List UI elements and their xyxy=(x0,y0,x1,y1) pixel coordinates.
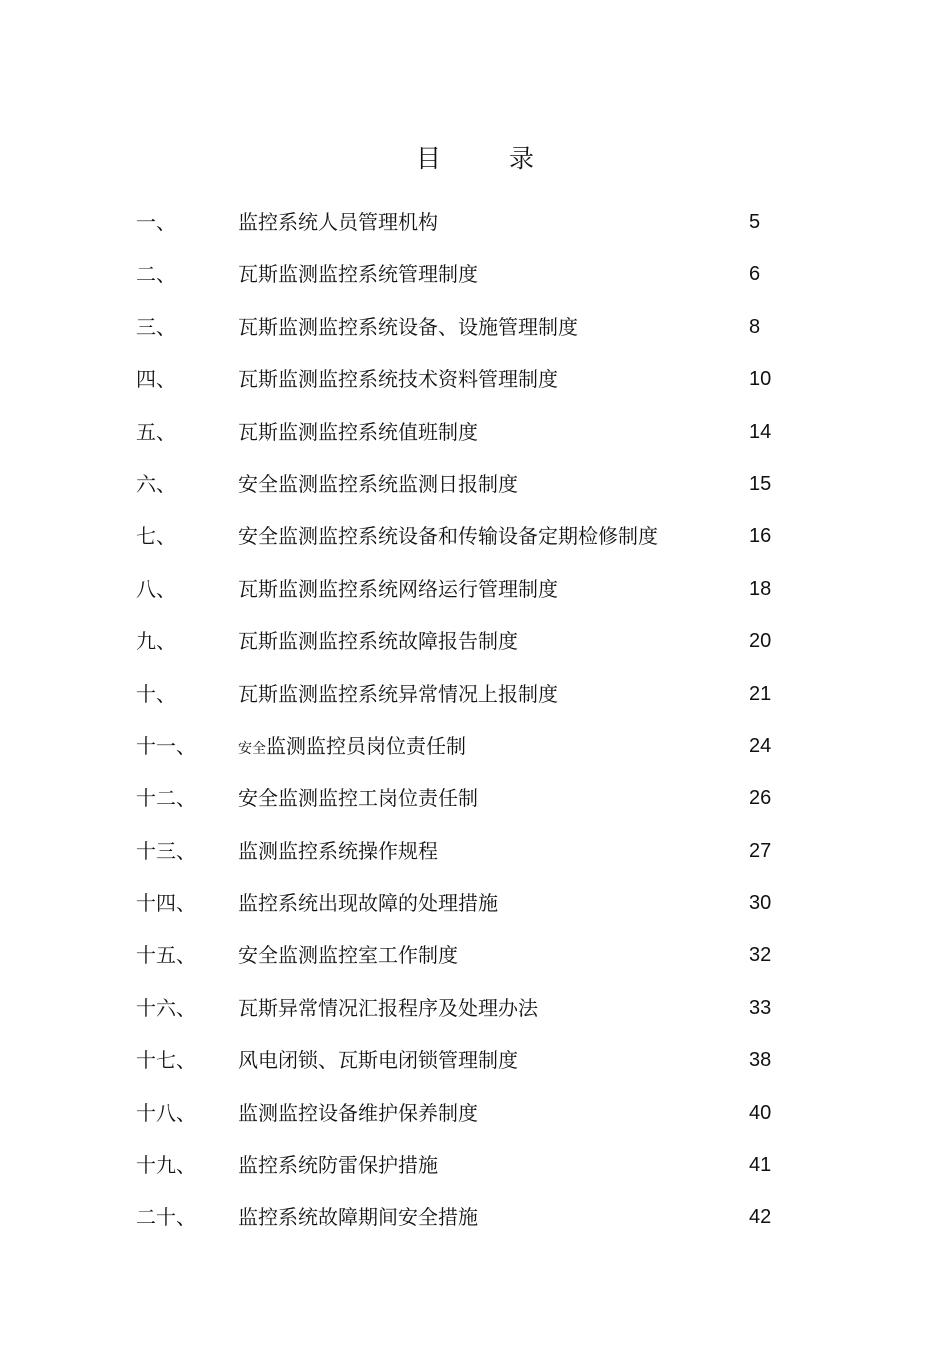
toc-entry-number: 十二、 xyxy=(136,786,196,811)
toc-entry-title: 瓦斯异常情况汇报程序及处理办法 xyxy=(238,995,538,1020)
toc-entry-number: 七、 xyxy=(136,524,176,549)
toc-entry-page: 15 xyxy=(749,472,772,495)
toc-entry[interactable] xyxy=(0,727,950,779)
page-title: 目 录 xyxy=(416,144,564,173)
toc-entry-title: 安全监测监控系统设备和传输设备定期检修制度 xyxy=(238,524,658,549)
toc-entry[interactable] xyxy=(0,936,950,988)
toc-entry-number: 十三、 xyxy=(136,838,196,863)
toc-entry-page: 5 xyxy=(749,211,761,233)
toc-entry[interactable] xyxy=(0,203,950,255)
toc-entry-number: 三、 xyxy=(136,314,176,339)
toc-entry-title: 安全监测监控工岗位责任制 xyxy=(238,786,478,811)
toc-entry[interactable] xyxy=(0,832,950,884)
toc-entry-number: 十八、 xyxy=(136,1100,196,1125)
toc-entry-number: 八、 xyxy=(136,576,176,601)
toc-entry-title xyxy=(238,727,466,768)
toc-entry-page: 32 xyxy=(749,944,772,967)
toc-entry-page: 24 xyxy=(749,734,772,757)
toc-entry-page: 21 xyxy=(749,682,772,705)
toc-entry-number: 一、 xyxy=(136,210,176,234)
toc-entry-page: 16 xyxy=(749,525,772,548)
toc-entry-number: 二、 xyxy=(136,262,176,287)
toc-entry-title-main: 监测监控员岗位责任制 xyxy=(266,733,466,758)
toc-entry[interactable] xyxy=(0,622,950,674)
toc-entry-number: 十九、 xyxy=(136,1153,196,1178)
toc-entry-number: 九、 xyxy=(136,629,176,654)
toc-entry-number: 十、 xyxy=(136,681,176,706)
toc-entry-page: 30 xyxy=(749,892,772,915)
toc-entry-number: 六、 xyxy=(136,471,176,496)
toc-entry[interactable] xyxy=(0,1094,950,1146)
toc-entry-number: 四、 xyxy=(136,367,176,392)
toc-entry[interactable] xyxy=(0,1041,950,1093)
toc-entry-page: 14 xyxy=(749,420,772,443)
toc-entry[interactable] xyxy=(0,1198,950,1250)
toc-entry-number: 五、 xyxy=(136,419,176,444)
toc-entry-page: 26 xyxy=(749,787,772,810)
toc-entry-title: 瓦斯监测监控系统值班制度 xyxy=(238,419,478,444)
toc-entry[interactable] xyxy=(0,255,950,307)
toc-entry-page: 10 xyxy=(749,368,772,391)
toc-entry[interactable] xyxy=(0,413,950,465)
toc-entry-page: 33 xyxy=(749,996,772,1019)
toc-entry-title: 监控系统出现故障的处理措施 xyxy=(238,891,498,916)
toc-entry[interactable] xyxy=(0,1146,950,1198)
toc-entry-title: 监控系统防雷保护措施 xyxy=(238,1153,438,1178)
toc-entry[interactable] xyxy=(0,989,950,1041)
toc-entry-title: 瓦斯监测监控系统技术资料管理制度 xyxy=(238,367,558,392)
toc-entry-number: 二十、 xyxy=(136,1205,196,1230)
toc-entry[interactable] xyxy=(0,517,950,569)
toc-entry[interactable] xyxy=(0,308,950,360)
toc-entry-title: 瓦斯监测监控系统异常情况上报制度 xyxy=(238,681,558,706)
toc-entry[interactable] xyxy=(0,675,950,727)
toc-entry-title: 安全监测监控系统监测日报制度 xyxy=(238,471,518,496)
toc-entry-title: 监控系统故障期间安全措施 xyxy=(238,1205,478,1230)
toc-entry-title: 瓦斯监测监控系统管理制度 xyxy=(238,262,478,287)
toc-entry[interactable] xyxy=(0,465,950,517)
toc-entry[interactable] xyxy=(0,360,950,412)
toc-entry-title: 瓦斯监测监控系统网络运行管理制度 xyxy=(238,576,558,601)
toc-entry[interactable] xyxy=(0,779,950,831)
toc-entry-page: 8 xyxy=(749,315,761,338)
toc-entry-page: 38 xyxy=(749,1049,772,1072)
toc-entry-page: 27 xyxy=(749,839,772,862)
toc-entry-page: 18 xyxy=(749,577,772,600)
toc-entry-title: 瓦斯监测监控系统故障报告制度 xyxy=(238,629,518,654)
toc-entry-title: 监测监控系统操作规程 xyxy=(238,838,438,863)
toc-entry[interactable] xyxy=(0,570,950,622)
toc-entry-title: 瓦斯监测监控系统设备、设施管理制度 xyxy=(238,314,578,339)
toc-entry-page: 42 xyxy=(749,1206,772,1229)
toc-entry-number: 十五、 xyxy=(136,943,196,968)
toc-entry-title-prefix: 安全 xyxy=(238,740,266,757)
toc-entry-title: 监测监控设备维护保养制度 xyxy=(238,1100,478,1125)
toc-entry-number: 十七、 xyxy=(136,1048,196,1073)
toc-entry-page: 6 xyxy=(749,263,761,286)
toc-entry-number: 十一、 xyxy=(136,733,196,758)
toc-entry-title: 监控系统人员管理机构 xyxy=(238,210,438,234)
toc-entry-title: 安全监测监控室工作制度 xyxy=(238,943,458,968)
toc-entry-title: 风电闭锁、瓦斯电闭锁管理制度 xyxy=(238,1048,518,1073)
toc-entry-page: 41 xyxy=(749,1154,772,1177)
toc-entry-page: 20 xyxy=(749,630,772,653)
toc-entry[interactable] xyxy=(0,884,950,936)
table-of-contents xyxy=(0,203,950,1251)
toc-entry-number: 十四、 xyxy=(136,891,196,916)
toc-entry-page: 40 xyxy=(749,1101,772,1124)
toc-entry-number: 十六、 xyxy=(136,995,196,1020)
